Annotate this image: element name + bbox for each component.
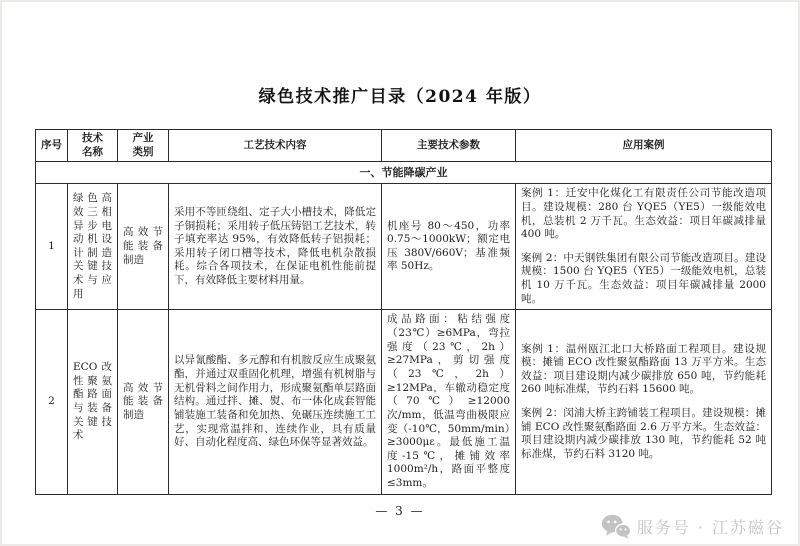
page-number: — 3 —	[375, 504, 425, 518]
table-row	[36, 184, 772, 310]
industry-category: 高效节能装备制造	[118, 310, 169, 494]
table-header-row	[36, 130, 772, 162]
tech-params: 机座号 80～450，功率 0.75～1000kW；额定电压 380V/660V；基准频率 50Hz。	[382, 184, 516, 310]
tech-params: 成品路面：粘结强度（23℃）≥6MPa，弯拉强度（23℃，2h）≥27MPa，剪切强度（23℃，2h）≥12MPa，车辙动稳定度（70℃）≥12000 次/mm，低温弯曲极限应变（-10℃，50mm/min）≥3000με。最低施工温度-15℃，摊铺效率 1000m²/h，路面平整度≤3mm。	[382, 310, 516, 494]
section-header-row	[36, 162, 772, 184]
case-paragraph: 案例 2：闵浦大桥主跨铺装工程项目。建设规模：摊铺 ECO 改性聚氨酯路面 2.6 万平方米。生态效益：项目建设期内减少碳排放 130 吨，节约能耗 52 吨标准煤，节约石料 3120 吨。	[521, 407, 766, 460]
process-content: 采用不等匝绕组、定子大小槽技术，降低定子铜损耗；采用转子低压铸铝工艺技术，转子填充率达 95%，有效降低转子铝损耗；采用转子闭口槽等技术，降低电机杂散损耗。综合各项技术，在保证电机性能前提下，有效降低主要材料用量。	[169, 184, 382, 310]
col-header-tech-name: 技术名称	[68, 130, 118, 162]
page-title: 绿色技术推广目录（2024 年版）	[258, 87, 542, 107]
col-header-application-cases: 应用案例	[516, 130, 772, 162]
tech-name: 绿色高效三相异步电动机设计制造关键技术与应用	[68, 184, 118, 310]
watermark-text: 服务号 · 江苏磁谷	[636, 518, 784, 537]
section-header: 一、节能降碳产业	[36, 162, 772, 184]
row-number: 2	[36, 310, 68, 494]
col-header-no: 序号	[36, 130, 68, 162]
tech-name: ECO 改性聚氨酯路面与装备关键技术	[68, 310, 118, 494]
case-paragraph: 案例 1：迁安中化煤化工有限责任公司节能改造项目。建设规模：280 台 YQE5（YE5）一级能效电机，总装机 2 万千瓦。生态效益：项目年碳减排量 400 吨。	[521, 187, 766, 241]
col-header-process-content: 工艺技术内容	[169, 130, 382, 162]
row-number: 1	[36, 184, 68, 310]
catalog-table	[35, 129, 772, 495]
table-row	[36, 310, 772, 494]
process-content: 以异氰酸酯、多元醇和有机胺反应生成聚氨酯，并通过双重固化机理，增强有机树脂与无机骨料之间作用力，形成聚氨酯单层路面结构。通过拌、摊、熨、布一体化成套智能铺装施工装备和免加热、免碾压连续施工工艺，实现常温拌和、连续作业，具有质量好、自动化程度高、绿色环保等显著效益。	[169, 310, 382, 494]
industry-category: 高效节能装备制造	[118, 184, 169, 310]
col-header-industry-category: 产业类别	[118, 130, 169, 162]
case-paragraph: 案例 1：温州瓯江北口大桥路面工程项目。建设规模：摊铺 ECO 改性聚氨酯路面 13 万平方米。生态效益：项目建设期内减少碳排放 650 吨，节约能耗 260 吨标准煤，节约石料 15600 吨。	[521, 342, 766, 396]
application-cases	[516, 184, 772, 310]
application-cases	[516, 310, 772, 494]
wechat-watermark	[601, 514, 784, 539]
col-header-tech-params: 主要技术参数	[382, 130, 516, 162]
case-paragraph: 案例 2：中天钢铁集团有限公司节能改造项目。建设规模：1500 台 YQE5（YE5）一级能效电机，总装机 10 万千瓦。生态效益：项目年碳减排量 2000 吨。	[521, 251, 766, 305]
wechat-icon	[601, 514, 631, 539]
